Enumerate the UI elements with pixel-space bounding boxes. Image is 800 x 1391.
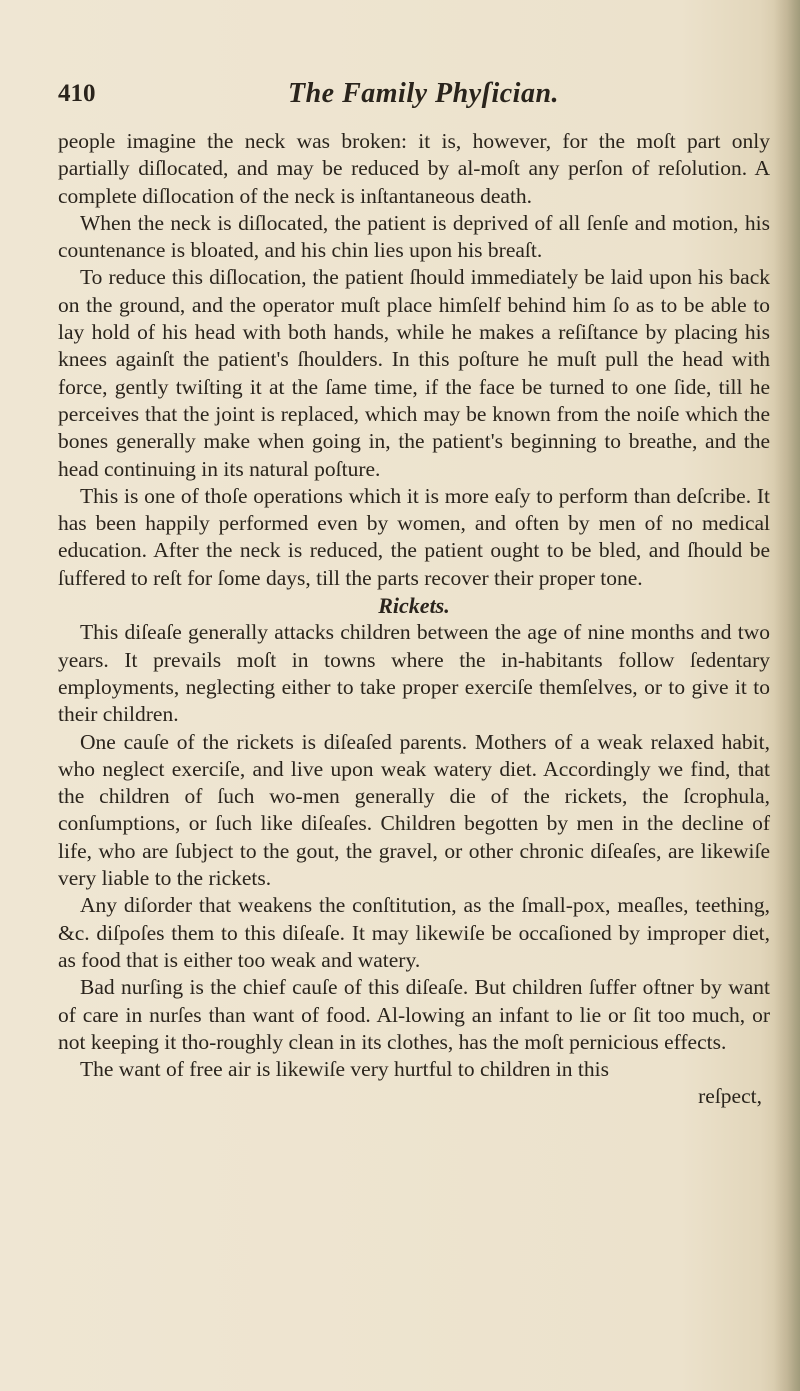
paragraph: This is one of thoſe operations which it is more eaſy to perform than deſcribe. It has been happily performed even by women, and often by men of no medical education. After the neck is reduced, the patient ought to be bled, and ſhould be ſuffered to reſt for ſome days, till the parts recover their proper tone. <box>58 483 770 590</box>
section-title: Rickets. <box>378 593 450 619</box>
running-title: The Family Phyſician. <box>288 78 560 109</box>
paragraph: To reduce this diſlocation, the patient ſhould immediately be laid upon his back on the ground, and the operator muſt place himſelf behind him ſo as to be able to lay hold of his head with both hands, while he makes a reſiſtance by placing his knees againſt the patient's ſhoulders. In this poſture he muſt pull the head with force, gently twiſting it at the ſame time, if the face be turned to one ſide, till he perceives that the joint is replaced, which may be known from the noiſe which the bones generally make when going in, the patient's beginning to breathe, and the head continuing in its natural poſture. <box>58 265 770 481</box>
body-text <box>58 128 770 1111</box>
paragraph: Bad nurſing is the chief cauſe of this diſeaſe. But children ſuffer oftner by want of care in nurſes than want of food. Al-lowing an infant to lie or ſit too much, or not keeping it tho-roughly clean in its clothes, has the moſt pernicious effects. <box>58 975 770 1054</box>
paragraph: The want of free air is likewiſe very hurtful to children in this <box>80 1057 609 1082</box>
paragraph: When the neck is diſlocated, the patient is deprived of all ſenſe and motion, his countenance is bloated, and his chin lies upon his breaſt. <box>58 210 770 263</box>
paragraph: One cauſe of the rickets is diſeaſed parents. Mothers of a weak relaxed habit, who neglect exerciſe, and live upon weak watery diet. Accordingly we find, that the children of ſuch wo-men generally die of the rickets, the ſcrophula, conſumptions, or ſuch like diſeaſes. Children begotten by men in the decline of life, who are ſubject to the gout, the gravel, or other chronic diſeaſes, are likewiſe very liable to the rickets. <box>58 729 770 891</box>
page-header <box>58 80 748 116</box>
paragraph: people imagine the neck was broken: it is, however, for the moſt part only partially diſlocated, and may be reduced by al-moſt any perſon of reſolution. A complete diſlocation of the neck is inſtantaneous death. <box>58 129 770 208</box>
paragraph: This diſeaſe generally attacks children between the age of nine months and two years. It prevails moſt in towns where the in-habitants follow ſedentary employments, neglecting either to take proper exerciſe themſelves, or to give it to their children. <box>58 620 770 727</box>
paragraph: Any diſorder that weakens the conſtitution, as the ſmall-pox, meaſles, teething, &c. diſpoſes them to this diſeaſe. It may likewiſe be occaſioned by improper diet, as food that is either too weak and watery. <box>58 893 770 972</box>
catchword: reſpect, <box>698 1084 762 1109</box>
page-edge <box>774 0 800 1391</box>
page-number: 410 <box>58 80 96 107</box>
